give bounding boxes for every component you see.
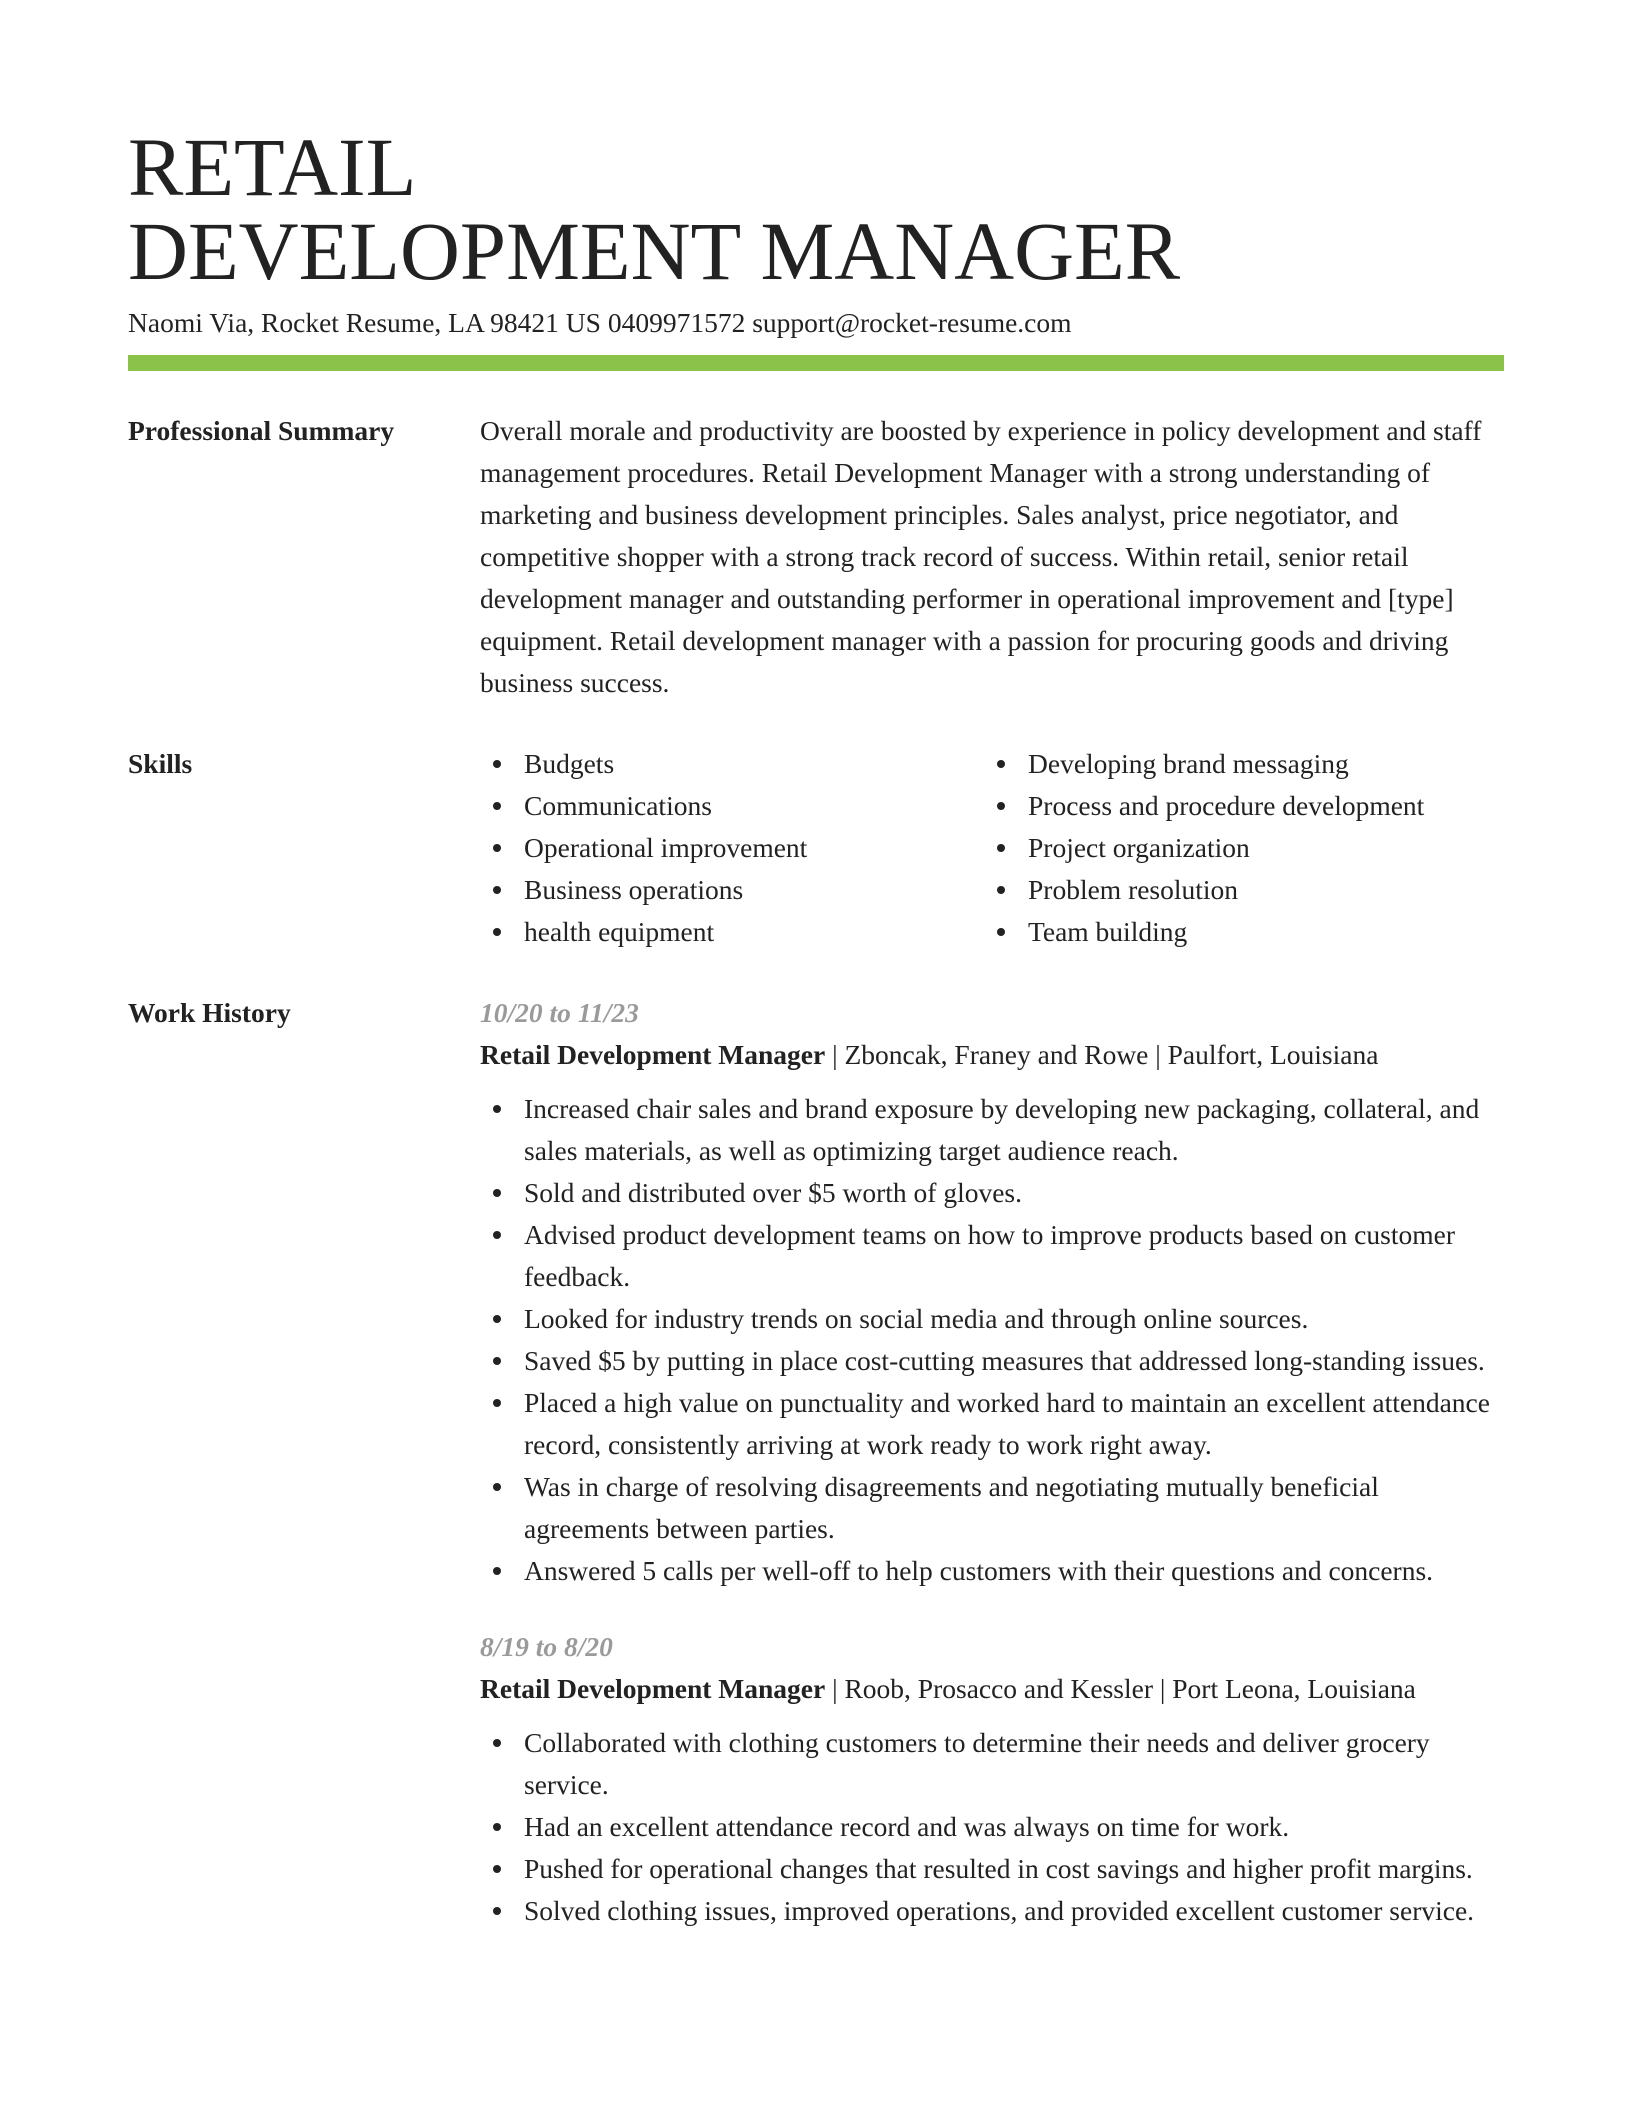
skill-item: health equipment <box>480 911 984 953</box>
job-bullet: Had an excellent attendance record and was always on time for work. <box>480 1806 1504 1848</box>
accent-divider <box>128 355 1504 371</box>
skill-item: Developing brand messaging <box>984 743 1488 785</box>
job-heading <box>480 1668 1504 1710</box>
job-bullet: Solved clothing issues, improved operations, and provided excellent customer service. <box>480 1890 1504 1932</box>
job-bullet: Advised product development teams on how to improve products based on customer feedback. <box>480 1214 1504 1298</box>
job-bullet: Increased chair sales and brand exposure by developing new packaging, collateral, and sales materials, as well as optimizing target audience reach. <box>480 1088 1504 1172</box>
skills-body <box>480 743 1504 953</box>
work-section <box>128 999 1504 1966</box>
contact-info: Naomi Via, Rocket Resume, LA 98421 US 0409971572 support@rocket-resume.com <box>128 307 1072 338</box>
job-heading <box>480 1034 1504 1076</box>
job-details: | Zboncak, Franey and Rowe | Paulfort, Louisiana <box>825 1039 1379 1070</box>
job-bullets <box>480 1722 1504 1932</box>
resume-page <box>128 121 1504 1966</box>
skill-item: Process and procedure development <box>984 785 1488 827</box>
job-bullet: Pushed for operational changes that resulted in cost savings and higher profit margins. <box>480 1848 1504 1890</box>
skills-list-left <box>480 743 984 953</box>
job-bullet: Saved $5 by putting in place cost-cutting measures that addressed long-standing issues. <box>480 1340 1504 1382</box>
job-entry <box>480 992 1504 1592</box>
job-title: Retail Development Manager <box>480 1039 826 1070</box>
skill-item: Business operations <box>480 869 984 911</box>
resume-title <box>128 121 1504 297</box>
job-details: | Roob, Prosacco and Kessler | Port Leona, Louisiana <box>825 1673 1416 1704</box>
skills-section <box>128 750 1504 953</box>
skills-label: Skills <box>128 748 193 779</box>
job-dates: 8/19 to 8/20 <box>480 1631 613 1662</box>
skills-list-right <box>984 743 1488 953</box>
job-bullet: Was in charge of resolving disagreements and negotiating mutually beneficial agreements between parties. <box>480 1466 1504 1550</box>
job-bullet: Placed a high value on punctuality and worked hard to maintain an excellent attendance record, consistently arriving at work ready to work right away. <box>480 1382 1504 1466</box>
job-bullet: Collaborated with clothing customers to determine their needs and deliver grocery service. <box>480 1722 1504 1806</box>
title-line-1: RETAIL <box>128 121 417 213</box>
job-bullet: Looked for industry trends on social media and through online sources. <box>480 1298 1504 1340</box>
skill-item: Problem resolution <box>984 869 1488 911</box>
title-line-2: DEVELOPMENT MANAGER <box>128 205 1181 297</box>
job-entry <box>480 1626 1504 1932</box>
skill-item: Operational improvement <box>480 827 984 869</box>
summary-label: Professional Summary <box>128 415 395 446</box>
skill-item: Team building <box>984 911 1488 953</box>
job-dates: 10/20 to 11/23 <box>480 997 639 1028</box>
work-body <box>480 992 1504 1966</box>
job-bullet: Answered 5 calls per well-off to help customers with their questions and concerns. <box>480 1550 1504 1592</box>
job-bullets <box>480 1088 1504 1592</box>
job-bullet: Sold and distributed over $5 worth of gloves. <box>480 1172 1504 1214</box>
skill-item: Budgets <box>480 743 984 785</box>
summary-text: Overall morale and productivity are boosted by experience in policy development and staff management procedures. Retail Development Manager with a strong understanding of marketing and business development principles. Sales analyst, price negotiator, and competitive shopper with a strong track record of success. Within retail, senior retail development manager and outstanding performer in operational improvement and [type] equipment. Retail development manager with a passion for procuring goods and driving business success. <box>480 415 1482 698</box>
work-label: Work History <box>128 997 291 1028</box>
skill-item: Project organization <box>984 827 1488 869</box>
skill-item: Communications <box>480 785 984 827</box>
summary-body <box>480 410 1504 704</box>
job-title: Retail Development Manager <box>480 1673 826 1704</box>
summary-section <box>128 417 1504 704</box>
